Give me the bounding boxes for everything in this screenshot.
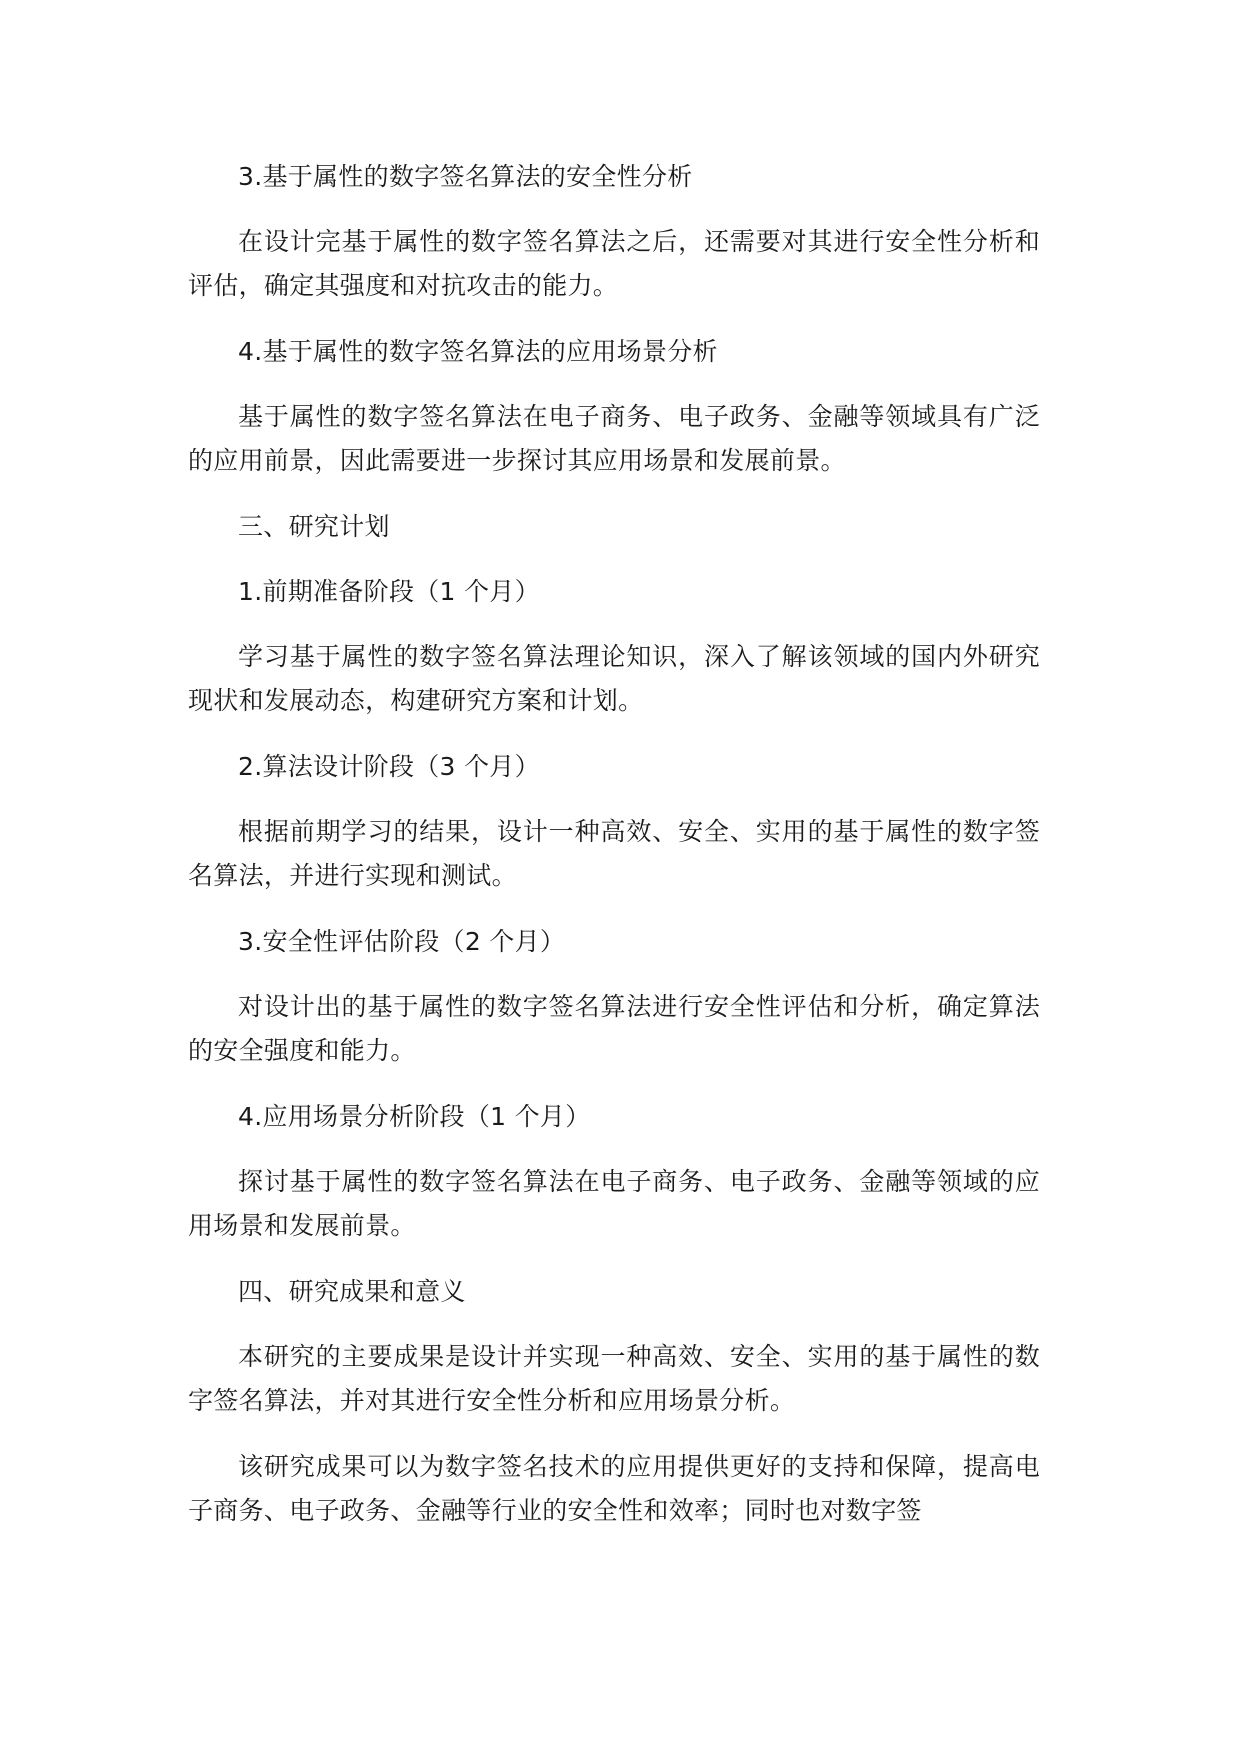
body-paragraph: 在设计完基于属性的数字签名算法之后，还需要对其进行安全性分析和评估，确定其强度和对抗攻击的能力。 [188, 227, 1040, 300]
body-paragraph: 探讨基于属性的数字签名算法在电子商务、电子政务、金融等领域的应用场景和发展前景。 [188, 1167, 1040, 1240]
body-paragraph: 本研究的主要成果是设计并实现一种高效、安全、实用的基于属性的数字签名算法，并对其进行安全性分析和应用场景分析。 [188, 1342, 1040, 1415]
chapter-heading: 三、研究计划 [238, 512, 390, 541]
body-paragraph: 基于属性的数字签名算法在电子商务、电子政务、金融等领域具有广泛的应用前景，因此需要进一步探讨其应用场景和发展前景。 [188, 402, 1040, 475]
document-body [188, 155, 1040, 1555]
body-paragraph: 学习基于属性的数字签名算法理论知识，深入了解该领域的国内外研究现状和发展动态，构建研究方案和计划。 [188, 642, 1040, 715]
section-heading: 3.基于属性的数字签名算法的安全性分析 [238, 162, 693, 191]
body-paragraph: 对设计出的基于属性的数字签名算法进行安全性评估和分析，确定算法的安全强度和能力。 [188, 992, 1040, 1065]
chapter-heading: 四、研究成果和意义 [238, 1277, 466, 1306]
body-paragraph: 根据前期学习的结果，设计一种高效、安全、实用的基于属性的数字签名算法，并进行实现和测试。 [188, 817, 1040, 890]
section-heading: 1.前期准备阶段（1 个月） [238, 577, 540, 606]
section-heading: 4.应用场景分析阶段（1 个月） [238, 1102, 591, 1131]
section-heading: 3.安全性评估阶段（2 个月） [238, 927, 566, 956]
section-heading: 2.算法设计阶段（3 个月） [238, 752, 540, 781]
body-paragraph: 该研究成果可以为数字签名技术的应用提供更好的支持和保障，提高电子商务、电子政务、金融等行业的安全性和效率；同时也对数字签 [188, 1452, 1040, 1525]
section-heading: 4.基于属性的数字签名算法的应用场景分析 [238, 337, 718, 366]
